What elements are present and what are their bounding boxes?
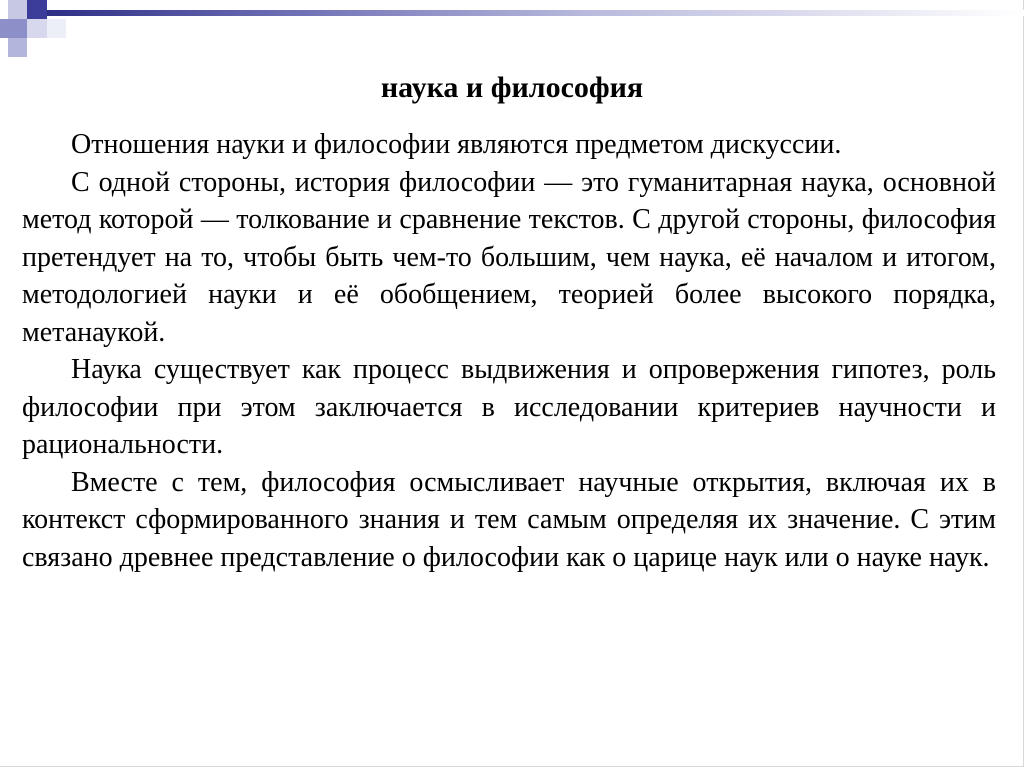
paragraph: С одной стороны, история философии — это гуманитарная наука, основной метод которой — толкование и сравнение текстов. С другой стороны, философия претендует на то, чтобы быть чем-то большим, чем наука, её началом и итогом, методологией науки и её обобщением, теорией более высокого порядка, метанаукой. — [22, 166, 996, 348]
decor-square — [47, 19, 66, 38]
decor-square — [8, 0, 27, 19]
decor-square — [0, 19, 27, 38]
paragraph: Вместе с тем, философия осмысливает научные открытия, включая их в контекст сформированного знания и тем самым определяя их значение. С этим связано древнее представление о философии как о царице наук или о науке наук. — [22, 466, 996, 573]
decor-square — [27, 0, 47, 19]
decor-square — [8, 38, 27, 57]
slide-body — [22, 126, 996, 576]
slide-title: наука и философия — [380, 71, 644, 104]
header-gradient-bar — [47, 10, 1024, 16]
paragraph: Отношения науки и философии являются предметом дискуссии. — [71, 129, 842, 160]
decor-square — [27, 19, 47, 38]
paragraph: Наука существует как процесс выдвижения и опровержения гипотез, роль философии при этом заключается в исследовании критериев научности и рациональности. — [22, 354, 996, 460]
